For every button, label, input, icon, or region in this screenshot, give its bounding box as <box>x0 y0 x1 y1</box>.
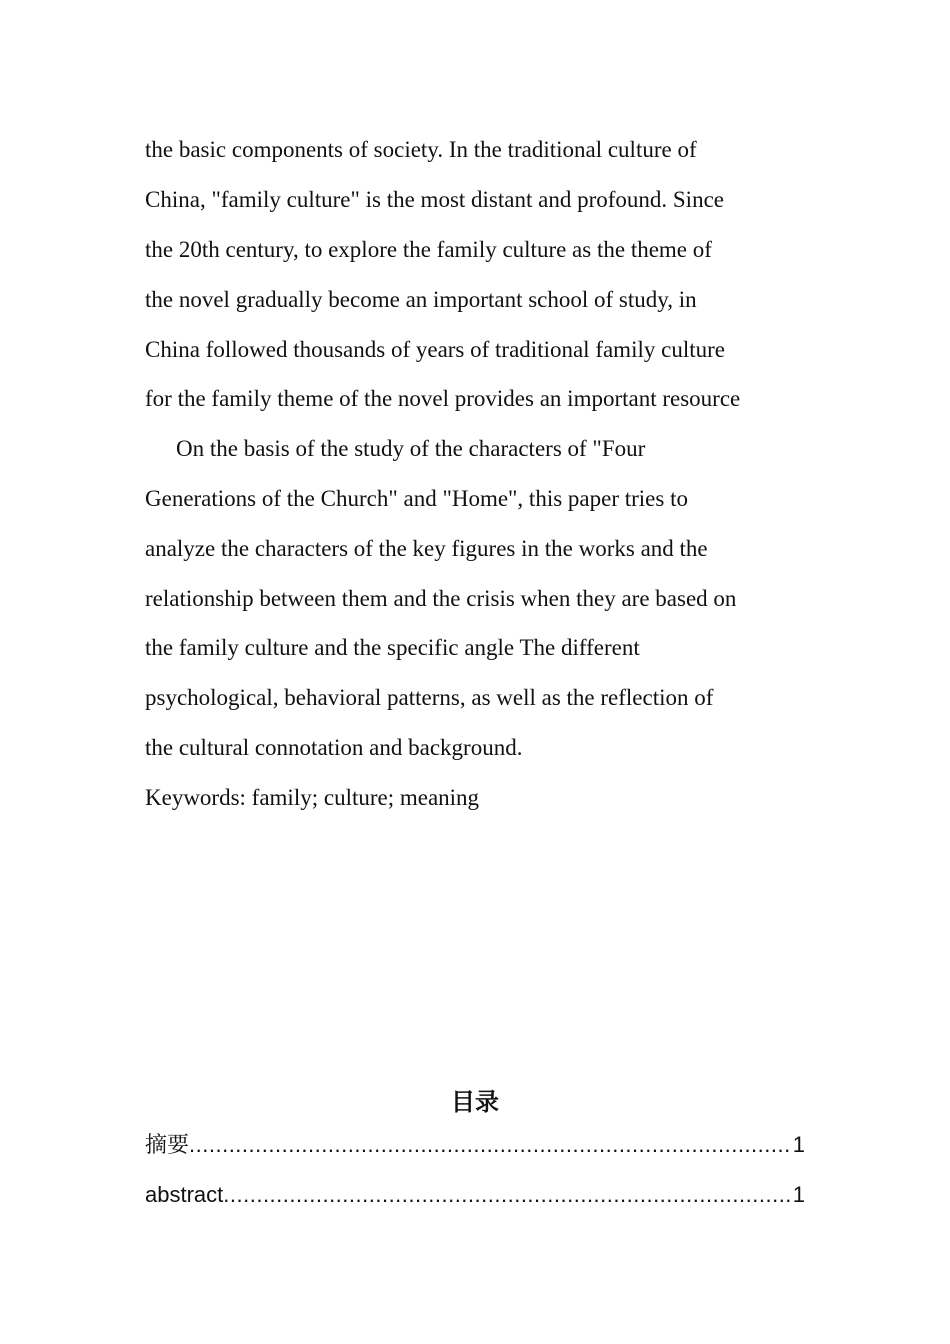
body-text-line: the family culture and the specific angle The different <box>145 635 640 660</box>
paragraph-first-line: On the basis of the study of the characters of "Four <box>176 436 646 461</box>
toc-entry-label: abstract <box>145 1182 224 1207</box>
toc-entry-abstract-cn[interactable] <box>145 1130 805 1161</box>
body-text-line: Generations of the Church" and "Home", this paper tries to <box>145 486 688 511</box>
body-text-line: China, "family culture" is the most distant and profound. Since <box>145 187 724 212</box>
toc-page-number: 1 <box>792 1182 805 1207</box>
toc-dot-leader <box>189 1130 791 1160</box>
body-text-line: analyze the characters of the key figures in the works and the <box>145 536 708 561</box>
body-text-line: for the family theme of the novel provides an important resource <box>145 386 741 411</box>
toc-dot-leader <box>223 1180 790 1210</box>
body-text-line: the basic components of society. In the traditional culture of <box>145 137 697 162</box>
toc-entry-abstract-en[interactable] <box>145 1180 805 1210</box>
body-text-line: China followed thousands of years of traditional family culture <box>145 337 725 362</box>
body-text-line: psychological, behavioral patterns, as well as the reflection of <box>145 685 714 710</box>
body-text-line: the 20th century, to explore the family culture as the theme of <box>145 237 712 262</box>
body-text-line: the cultural connotation and background. <box>145 735 523 760</box>
body-text-line: the novel gradually become an important school of study, in <box>145 287 697 312</box>
toc-page-number: 1 <box>792 1132 805 1157</box>
toc-title: 目录 <box>451 1088 499 1116</box>
toc-entry-label: 摘要 <box>145 1133 190 1158</box>
keywords-line: Keywords: family; culture; meaning <box>145 785 480 810</box>
body-text-line: relationship between them and the crisis when they are based on <box>145 586 737 611</box>
